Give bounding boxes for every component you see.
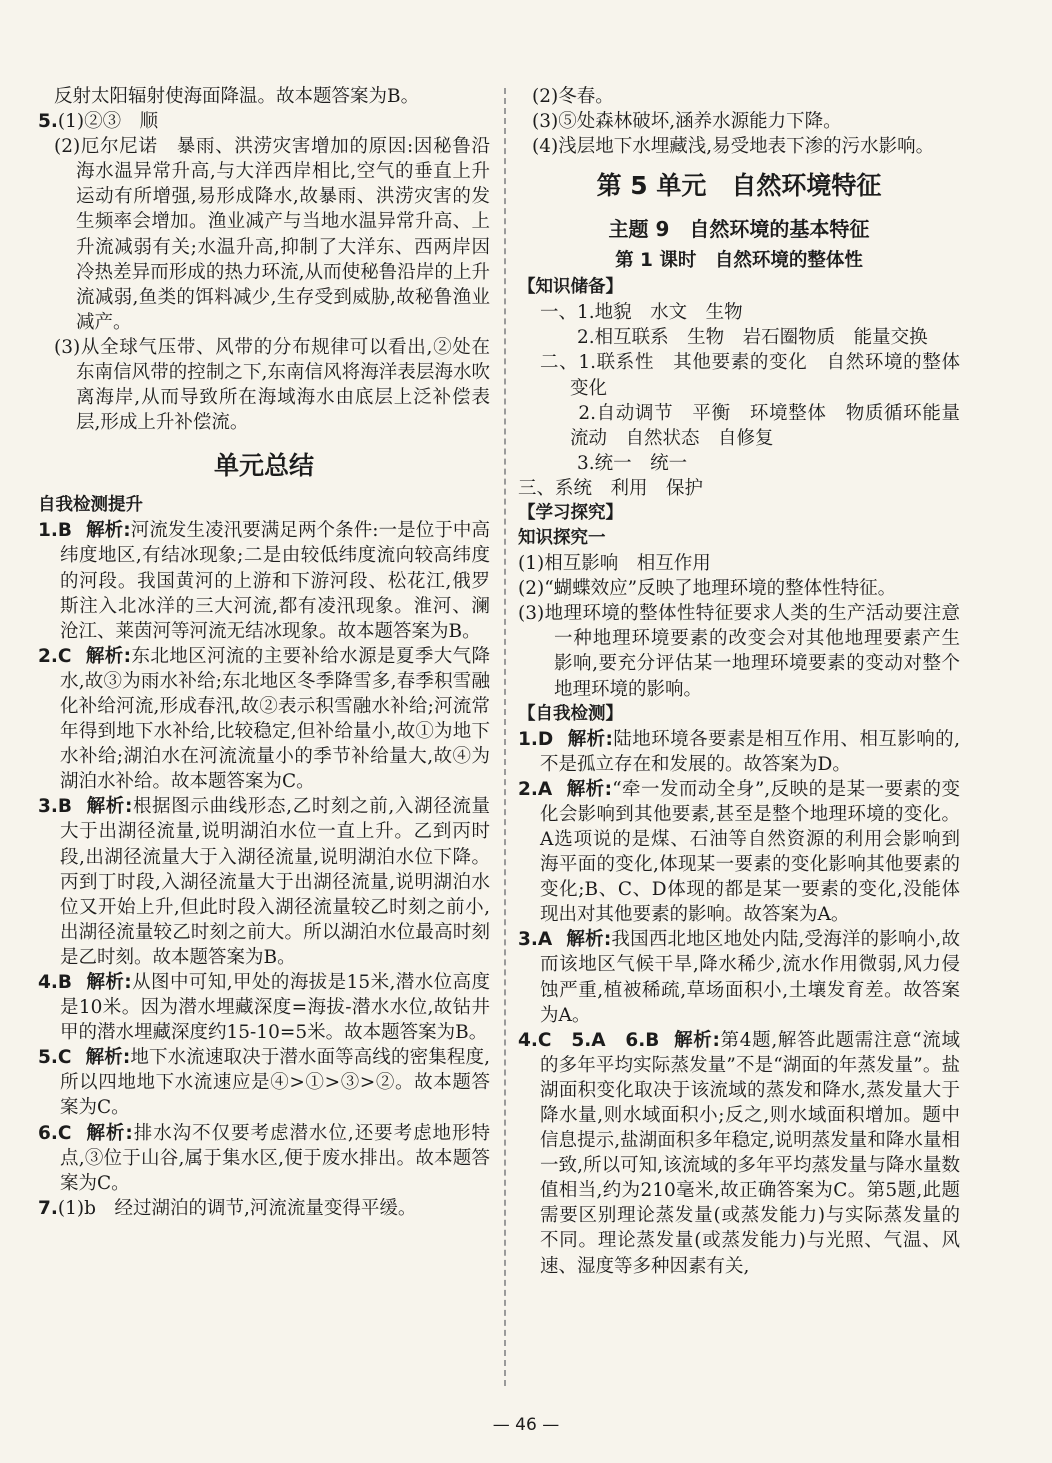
left-answer-list (38, 518, 490, 1196)
answer-number: 2.A (518, 778, 553, 800)
answer-item (518, 927, 960, 1027)
answer-text: 根据图示曲线形态,乙时刻之前,入湖径流量大于出湖径流量,说明湖泊水位一直上升。乙到丙时段,出湖径流量大于入湖径流量,说明湖泊水位下降。丙到丁时段,入湖径流量大于出湖径流量,说明湖泊水位又开始上升,但此时段入湖径流量较乙时刻之前小,出湖径流量较乙时刻之前大。所以湖泊水位最高时刻是乙时刻。故本题答案为B。 (60, 796, 491, 968)
knowledge-reserve-line: 二、1.联系性 其他要素的变化 自然环境的整体变化 (540, 352, 960, 399)
knowledge-explore-line: (1)相互影响 相互作用 (518, 553, 711, 575)
answer-number: 4.B (38, 972, 73, 993)
answer-item (38, 1121, 490, 1196)
page-number: — 46 — (492, 1415, 560, 1435)
answer-item (518, 1028, 960, 1279)
right-column (518, 84, 960, 1279)
answer-7-subpart: (3)⑤处森林破坏,涵养水源能力下降。 (532, 111, 842, 133)
answer-item (38, 970, 490, 1045)
analysis-label: 解析: (86, 796, 133, 818)
answer-text: “牵一发而动全身”,反映的是某一要素的变化会影响到其他要素,甚至是整个地理环境的变化。A选项说的是煤、石油等自然资源的利用会影响到海平面的变化,体现某一要素的变化影响其他要素的变化;B、C、D体现的都是某一要素的变化,没能体现出对其他要素的影响。故答案为A。 (540, 778, 960, 926)
answer-text: 第4题,解答此题需注意“流域的多年平均实际蒸发量”不是“湖面的年蒸发量”。盐湖面积变化取决于该流域的蒸发和降水,蒸发量大于降水量,则水域面积小;反之,则水域面积增加。题中信息提示,盐湖面积多年稳定,说明蒸发量和降水量相一致,所以可知,该流域的多年平均蒸发量与降水量数值相当,约为210毫米,故正确答案为C。第5题,此题需要区别理论蒸发量(或蒸发能力)与实际蒸发量的不同。理论蒸发量(或蒸发能力)与光照、气温、风速、湿度等多种因素有关, (540, 1029, 960, 1277)
left-column (38, 84, 490, 1221)
self-test-heading: 【自我检测】 (518, 703, 623, 724)
unit-summary-heading: 单元总结 (213, 451, 314, 481)
knowledge-reserve-line: 2.自动调节 平衡 环境整体 物质循环能量流动 自然状态 自修复 (540, 402, 960, 449)
answer-5-part-3: (3)从全球气压带、风带的分布规律可以看出,②处在东南信风带的控制之下,东南信风将海洋表层海水吹离海岸,从而导致所在海域海水由底层上泛补偿表层,形成上升补偿流。 (54, 336, 490, 434)
answer-item (38, 1045, 490, 1120)
answer-item (38, 794, 490, 970)
answer-text: 陆地环境各要素是相互作用、相互影响的,不是孤立存在和发展的。故答案为D。 (540, 728, 960, 775)
answer-number: 1.D (518, 728, 554, 750)
topic-title: 主题 9 自然环境的基本特征 (608, 217, 870, 242)
knowledge-reserve-heading: 【知识储备】 (518, 277, 623, 298)
answer-number: 3.B (38, 796, 73, 818)
answer-5-part-2: (2)厄尔尼诺 暴雨、洪涝灾害增加的原因:因秘鲁沿海水温异常升高,与大洋西岸相比,空气的垂直上升运动有所增强,易形成降水,故暴雨、洪涝灾害的发生频率会增加。渔业减产与当地水温异常升高、上升流减弱有关;水温升高,抑制了大洋东、西两岸因冷热差异而形成的热力环流,从而使秘鲁沿岸的上升流减弱,鱼类的饵料减少,生存受到威胁,故秘鲁渔业减产。 (54, 136, 490, 333)
answer-number: 2.C (38, 645, 72, 667)
answer-item (38, 644, 490, 795)
answer-text: 河流发生凌汛要满足两个条件:一是位于中高纬度地区,有结冰现象;二是由较低纬度流向较高纬度的河段。我国黄河的上游和下游河段、松花江,俄罗斯注入北冰洋的三大河流,都有凌汛现象。淮河、澜沧江、莱茵河等河流无结冰现象。故本题答案为B。 (60, 520, 490, 642)
unit-title: 第 5 单元 自然环境特征 (596, 171, 882, 201)
analysis-label: 解析: (86, 520, 131, 542)
self-check-heading: 自我检测提升 (38, 495, 143, 516)
knowledge-explore-line: (3)地理环境的整体性特征要求人类的生产活动要注意一种地理环境要素的改变会对其他地理要素产生影响,要充分评估某一地理环境要素的变动对整个地理环境的影响。 (518, 603, 960, 700)
answer-number: 5.C (38, 1047, 72, 1069)
answer-7-subpart: (4)浅层地下水埋藏浅,易受地表下渗的污水影响。 (532, 136, 935, 158)
answer-5-part-1: 5.(1)②③ 顺 (38, 111, 159, 133)
continued-answer: 反射太阳辐射使海面降温。故本题答案为B。 (54, 86, 420, 107)
answer-text: 东北地区河流的主要补给水源是夏季大气降水,故③为雨水补给;东北地区冬季降雪多,春季积雪融化补给河流,形成春汛,故②表示积雪融水补给;河流常年得到地下水补给,比较稳定,但补给量小,故①为地下水补给;湖泊水在河流流量小的季节补给量大,故④为湖泊水补给。故本题答案为C。 (60, 645, 490, 793)
knowledge-explore-line: (2)“蝴蝶效应”反映了地理环境的整体性特征。 (518, 578, 897, 600)
answer-text: 从图中可知,甲处的海拔是15米,潜水位高度是10米。因为潜水埋藏深度=海拔-潜水水位,故钻井甲的潜水埋藏深度约15-10=5米。故本题答案为B。 (60, 972, 490, 1044)
knowledge-reserve-line: 一、1.地貌 水文 生物 (540, 302, 743, 324)
knowledge-reserve-list (518, 300, 960, 501)
answer-item (518, 727, 960, 777)
answer-number: 1.B (38, 520, 73, 542)
analysis-label: 解析: (567, 728, 613, 750)
answer-text: 我国西北地区地处内陆,受海洋的影响小,故而该地区气候干旱,降水稀少,流水作用微弱,风力侵蚀严重,植被稀疏,草场面积小,土壤发育差。故答案为A。 (540, 929, 960, 1026)
analysis-label: 解析: (85, 1047, 131, 1069)
answer-7-subpart: (2)冬春。 (532, 86, 614, 107)
study-explore-heading: 【学习探究】 (518, 503, 623, 524)
answer-text: 地下水流速取决于潜水面等高线的密集程度,所以四地地下水流速应是④>①>③>②。故本题答案为C。 (60, 1047, 490, 1119)
knowledge-explore-list (518, 551, 960, 702)
analysis-label: 解析: (85, 645, 132, 667)
answer-7-part-1: 7.(1)b 经过湖泊的调节,河流流量变得平缓。 (38, 1197, 417, 1219)
right-answer-list (518, 727, 960, 1279)
answer-item (38, 518, 490, 643)
answer-7-continued (518, 84, 960, 159)
knowledge-reserve-line: 3.统一 统一 (540, 452, 688, 474)
answer-text: 排水沟不仅要考虑潜水位,还要考虑地形特点,③位于山谷,属于集水区,便于废水排出。故本题答案为C。 (60, 1122, 490, 1194)
answer-item (518, 777, 960, 928)
lesson-title: 第 1 课时 自然环境的整体性 (615, 250, 863, 272)
analysis-label: 解析: (86, 972, 132, 993)
analysis-label: 解析: (85, 1122, 133, 1144)
knowledge-explore-heading: 知识探究一 (518, 528, 606, 549)
answer-number: 3.A (518, 929, 553, 951)
answer-number: 6.C (38, 1122, 72, 1144)
analysis-label: 解析: (566, 929, 612, 951)
analysis-label: 解析: (566, 778, 613, 800)
knowledge-reserve-line: 三、系统 利用 保护 (518, 477, 704, 499)
analysis-label: 解析: (673, 1029, 720, 1051)
answer-number: 4.C 5.A 6.B (518, 1029, 660, 1051)
knowledge-reserve-line: 2.相互联系 生物 岩石圈物质 能量交换 (540, 327, 928, 349)
column-divider (504, 88, 506, 1386)
